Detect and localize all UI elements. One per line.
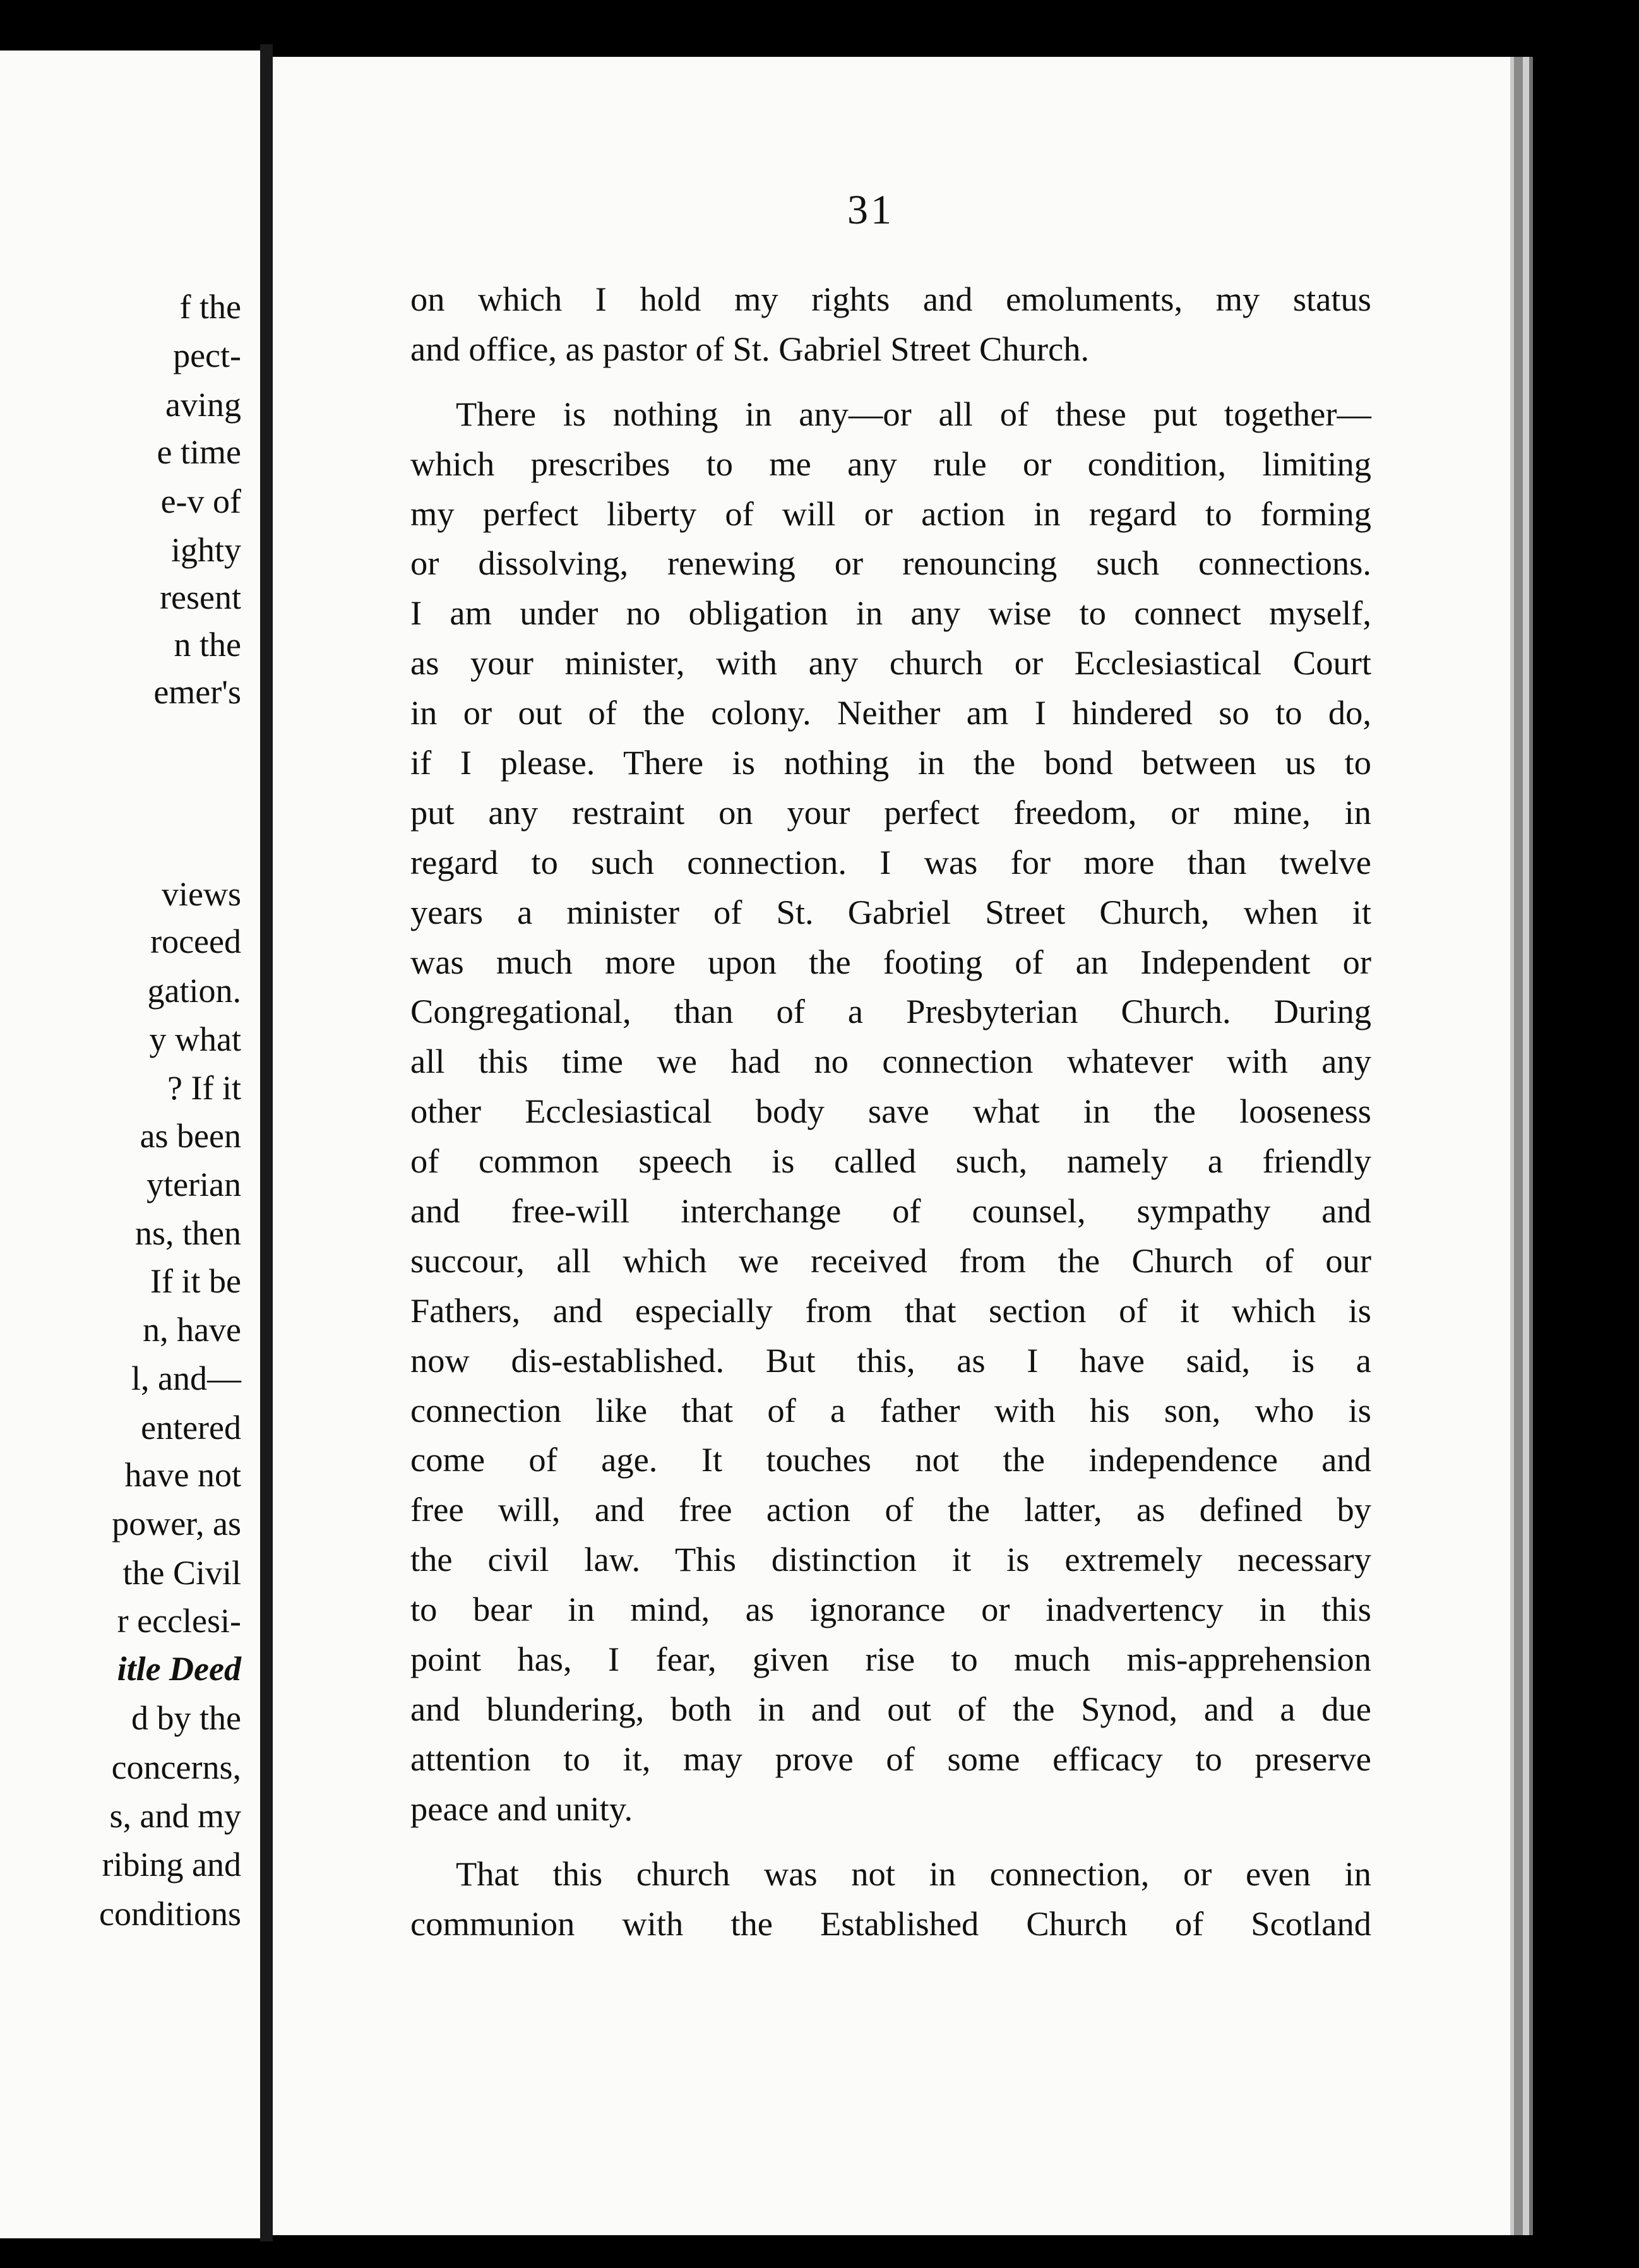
left-fragment: l, and— (131, 1359, 241, 1397)
text-line: regard to such connection. I was for more than twelve (410, 842, 1371, 881)
left-fragment: emer's (153, 673, 241, 711)
text-line: years a minister of St. Gabriel Street Church, when it (410, 892, 1371, 931)
left-fragment: n the (174, 626, 241, 664)
text-line: connection like that of a father with his son, who is (410, 1390, 1371, 1429)
text-line: put any restraint on your perfect freedom, or mine, in (410, 792, 1371, 832)
text-line: point has, I fear, given rise to much mis-apprehension (410, 1640, 1371, 1679)
text-line: and free-will interchange of counsel, sympathy and (410, 1191, 1371, 1231)
left-fragment: resent (160, 578, 241, 616)
text-line: now dis-established. But this, as I have said, is a (410, 1340, 1371, 1380)
left-fragment: e-v of (160, 482, 241, 520)
body-text (410, 275, 1371, 1949)
left-fragment: ns, then (135, 1214, 241, 1252)
left-fragment: gation. (147, 972, 241, 1010)
left-fragment: ighty (170, 531, 241, 569)
text-line: the civil law. This distinction it is extremely necessary (410, 1540, 1371, 1579)
text-line: to bear in mind, as ignorance or inadvertency in this (410, 1590, 1371, 1629)
left-fragment: If it be (150, 1262, 241, 1300)
left-fragment: ribing and (102, 1846, 241, 1883)
left-fragment: pect- (173, 337, 241, 374)
left-page (0, 51, 260, 2238)
text-line: other Ecclesiastical body save what in the looseness (410, 1092, 1371, 1131)
text-line: attention to it, may prove of some efficacy to preserve (410, 1739, 1371, 1778)
left-fragment: e time (157, 433, 241, 471)
text-line: if I please. There is nothing in the bond between us to (410, 743, 1371, 782)
left-fragment: roceed (150, 922, 241, 960)
left-fragment: the Civil (122, 1554, 241, 1592)
text-line: come of age. It touches not the independence and (410, 1440, 1371, 1479)
left-fragment: conditions (99, 1895, 241, 1933)
page-number: 31 (847, 187, 894, 233)
text-line: Congregational, than of a Presbyterian Church. During (410, 992, 1371, 1031)
text-line: succour, all which we received from the Church of our (410, 1241, 1371, 1280)
text-line: in or out of the colony. Neither am I hindered so to do, (410, 693, 1371, 732)
left-fragment: have not (124, 1456, 241, 1494)
left-fragment: ? If it (167, 1069, 241, 1107)
left-fragment: itle Deed (117, 1650, 241, 1688)
text-line: my perfect liberty of will or action in regard to forming (410, 494, 1371, 533)
book-gutter (260, 44, 273, 2241)
text-line: and office, as pastor of St. Gabriel Street Church. (410, 329, 1090, 368)
text-line: That this church was not in connection, or even in (456, 1854, 1371, 1893)
left-fragment: r ecclesi- (117, 1602, 241, 1640)
left-fragment: aving (165, 386, 241, 424)
text-line: or dissolving, renewing or renouncing such connections. (410, 544, 1371, 583)
left-fragment: s, and my (109, 1797, 241, 1835)
text-line: I am under no obligation in any wise to connect myself, (410, 594, 1371, 633)
left-fragment: as been (140, 1117, 241, 1155)
left-fragment: n, have (143, 1311, 241, 1349)
right-page (273, 57, 1514, 2235)
text-line: peace and unity. (410, 1789, 633, 1828)
text-line: all this time we had no connection whatever with any (410, 1042, 1371, 1081)
text-line: communion with the Established Church of Scotland (410, 1904, 1371, 1943)
left-fragment: f the (179, 288, 241, 326)
left-fragment: power, as (112, 1505, 241, 1543)
text-line: of common speech is called such, namely a friendly (410, 1142, 1371, 1181)
text-line: as your minister, with any church or Ecclesiastical Court (410, 643, 1371, 683)
left-fragment: d by the (131, 1699, 241, 1737)
text-line: which prescribes to me any rule or condition, limiting (410, 444, 1371, 483)
text-line: free will, and free action of the latter, as defined by (410, 1490, 1371, 1529)
left-fragment: y what (149, 1020, 241, 1058)
left-fragment: views (162, 875, 241, 913)
left-fragment: yterian (146, 1166, 241, 1203)
text-line: was much more upon the footing of an Independent or (410, 942, 1371, 981)
text-line: There is nothing in any—or all of these put together— (456, 394, 1371, 433)
text-line: Fathers, and especially from that section of it which is (410, 1291, 1371, 1330)
left-fragment: entered (141, 1409, 241, 1447)
left-fragment: concerns, (111, 1748, 241, 1786)
text-line: on which I hold my rights and emoluments, my status (410, 280, 1371, 318)
text-line: and blundering, both in and out of the Synod, and a due (410, 1689, 1371, 1728)
